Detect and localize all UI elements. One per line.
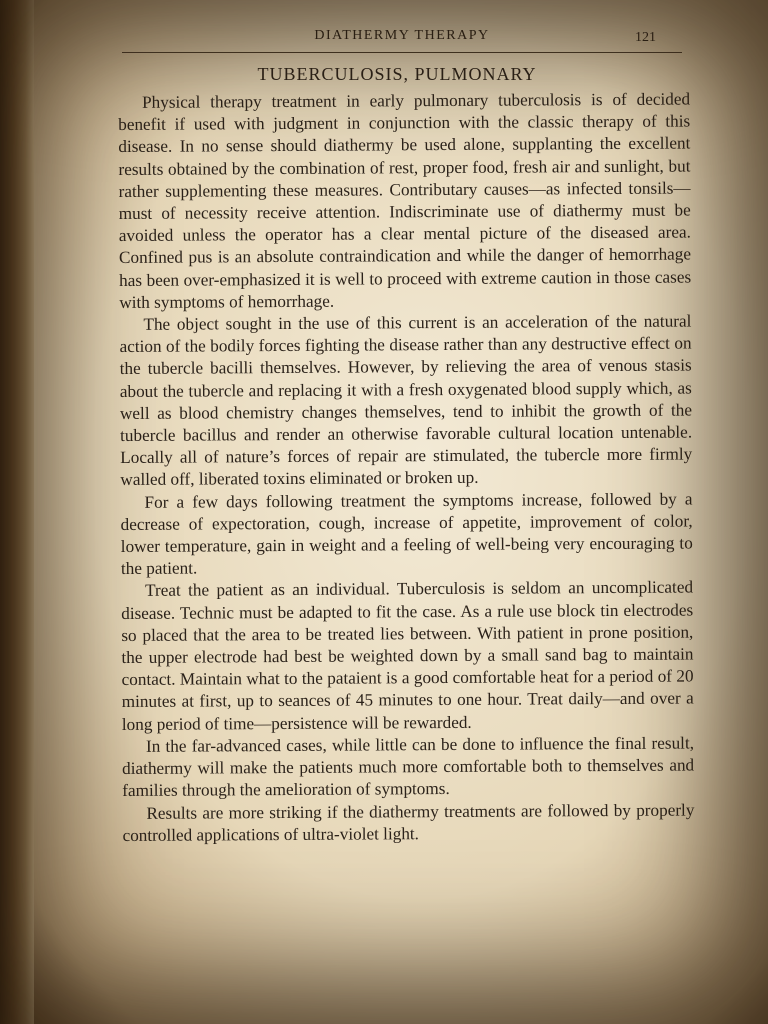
body-text — [118, 89, 695, 847]
running-header — [122, 26, 682, 53]
section-heading: TUBERCULOSIS, PULMONARY — [257, 64, 537, 84]
book-page — [92, 18, 702, 1008]
paragraph: In the far-advanced cases, while little can be done to influence the final result, diathermy will make the patients much more comfortable both to themselves and families through the amelioration of symptoms. — [122, 733, 695, 801]
page-number: 121 — [635, 30, 656, 45]
book-spine — [0, 0, 34, 1024]
paragraph: Physical therapy treatment in early pulmonary tuberculosis is of decided benefit if used with judgment in conjunction with the classic therapy of this disease. In no sense should diathermy be used alone, supplanting the excellent results obtained by the combination of rest, proper food, fresh air and sunlight, but rather supplementing these measures. Contributary causes—as infected tonsils—must of necessity receive attention. Indiscriminate use of diathermy must be avoided unless the operator has a clear mental picture of the diseased area. Confined pus is an absolute contraindication and while the danger of hemorrhage has been over-emphasized it is well to proceed with extreme caution in those cases with symptoms of hemorrhage. — [118, 89, 692, 312]
running-title: DIATHERMY THERAPY — [314, 28, 490, 43]
paragraph: Results are more striking if the diathermy treatments are followed by properly controlled applications of ultra-violet light. — [122, 799, 695, 845]
paragraph: For a few days following treatment the symptoms increase, followed by a decrease of expectoration, cough, increase of appetite, improvement of color, lower temperature, gain in weight and a feeling of well-being very encouraging to the patient. — [120, 489, 693, 579]
paragraph: The object sought in the use of this current is an acceleration of the natural action of the bodily forces fighting the disease rather than any destructive effect on the tubercle bacilli themselves. However, by relieving the area of venous stasis about the tubercle and replacing it with a fresh oxygenated blood supply which, as well as blood chemistry changes themselves, tend to inhibit the growth of the tubercle bacillus and render an otherwise favorable cultural location untenable. Locally all of nature’s forces of repair are stimulated, the tubercle more firmly walled off, liberated toxins eliminated or broken up. — [119, 311, 693, 490]
paragraph: Treat the patient as an individual. Tuberculosis is seldom an uncomplicated disease. Technic must be adapted to fit the case. As a rule use block tin electrodes so placed that the area to be treated lies between. With patient in prone position, the upper electrode had best be weighted down by a small sand bag to maintain contact. Maintain what to the pataient is a good comfortable heat for a period of 20 minutes at first, up to seances of 45 minutes to one hour. Treat daily—and over a long period of time—persistence will be rewarded. — [121, 577, 694, 734]
